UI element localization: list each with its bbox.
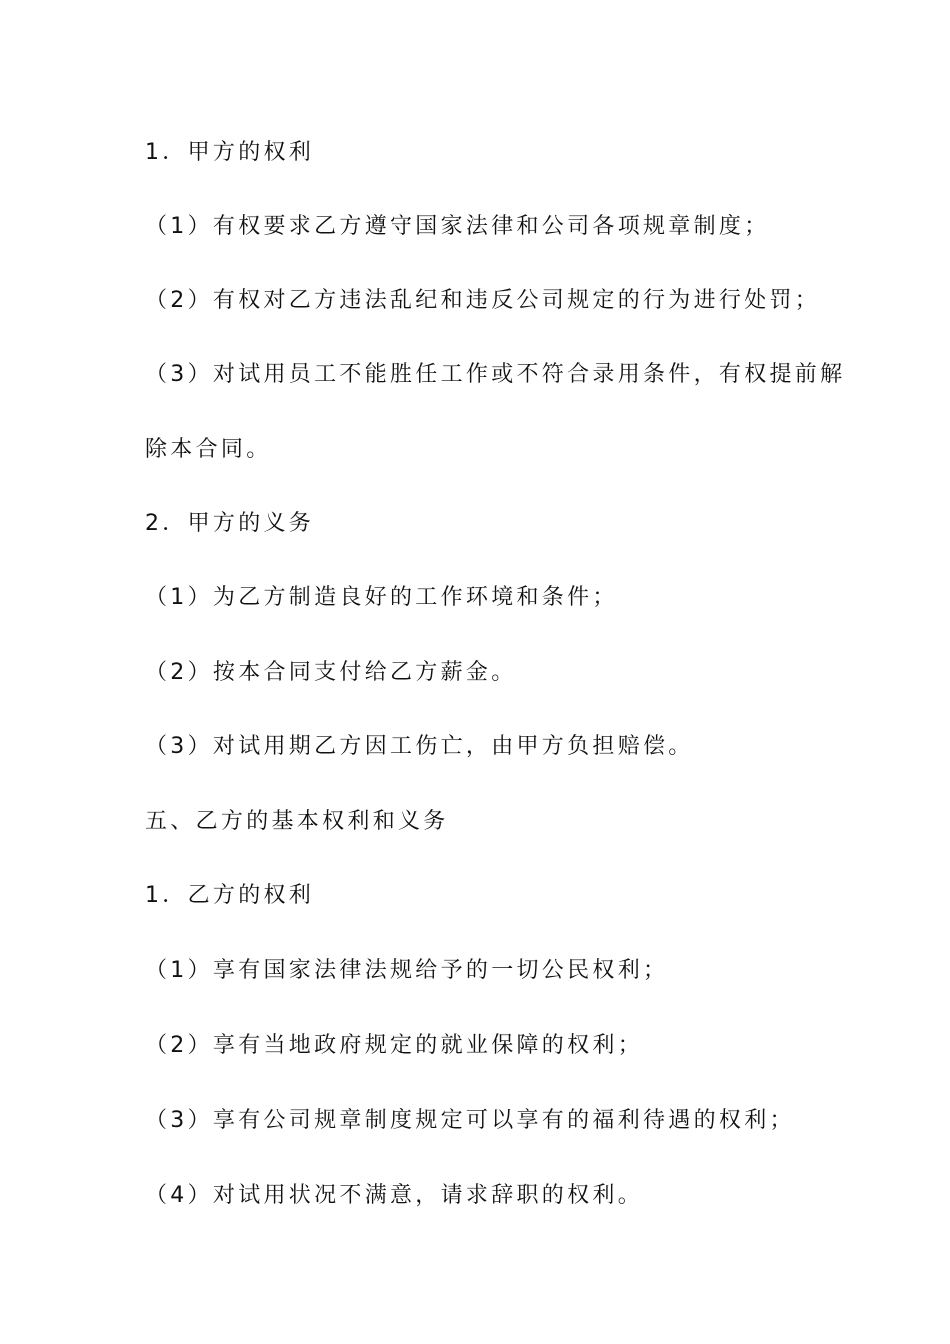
clause-text: （1）有权要求乙方遵守国家法律和公司各项规章制度；: [145, 214, 770, 239]
section-heading-party-a-duties: 2．甲方的义务: [145, 511, 315, 536]
clause-text: （4）对试用状况不满意，请求辞职的权利。: [145, 1183, 643, 1208]
clause-text: （3）享有公司规章制度规定可以享有的福利待遇的权利；: [145, 1108, 795, 1133]
clause-text: （2）有权对乙方违法乱纪和违反公司规定的行为进行处罚；: [145, 288, 821, 313]
section-heading-party-b-rights: 1．乙方的权利: [145, 883, 315, 908]
clause-text: （3）对试用期乙方因工伤亡，由甲方负担赔偿。: [145, 734, 694, 759]
clause-text: （3）对试用员工不能胜任工作或不符合录用条件，有权提前解: [145, 362, 846, 387]
section-heading-party-a-rights: 1．甲方的权利: [145, 140, 315, 165]
clause-text: （2）按本合同支付给乙方薪金。: [145, 660, 517, 685]
clause-text: （1）为乙方制造良好的工作环境和条件；: [145, 585, 618, 610]
chapter-heading-party-b: 五、乙方的基本权利和义务: [145, 809, 449, 834]
clause-text-continuation: 除本合同。: [145, 437, 272, 462]
clause-text: （1）享有国家法律法规给予的一切公民权利；: [145, 958, 669, 983]
clause-text: （2）享有当地政府规定的就业保障的权利；: [145, 1033, 643, 1058]
